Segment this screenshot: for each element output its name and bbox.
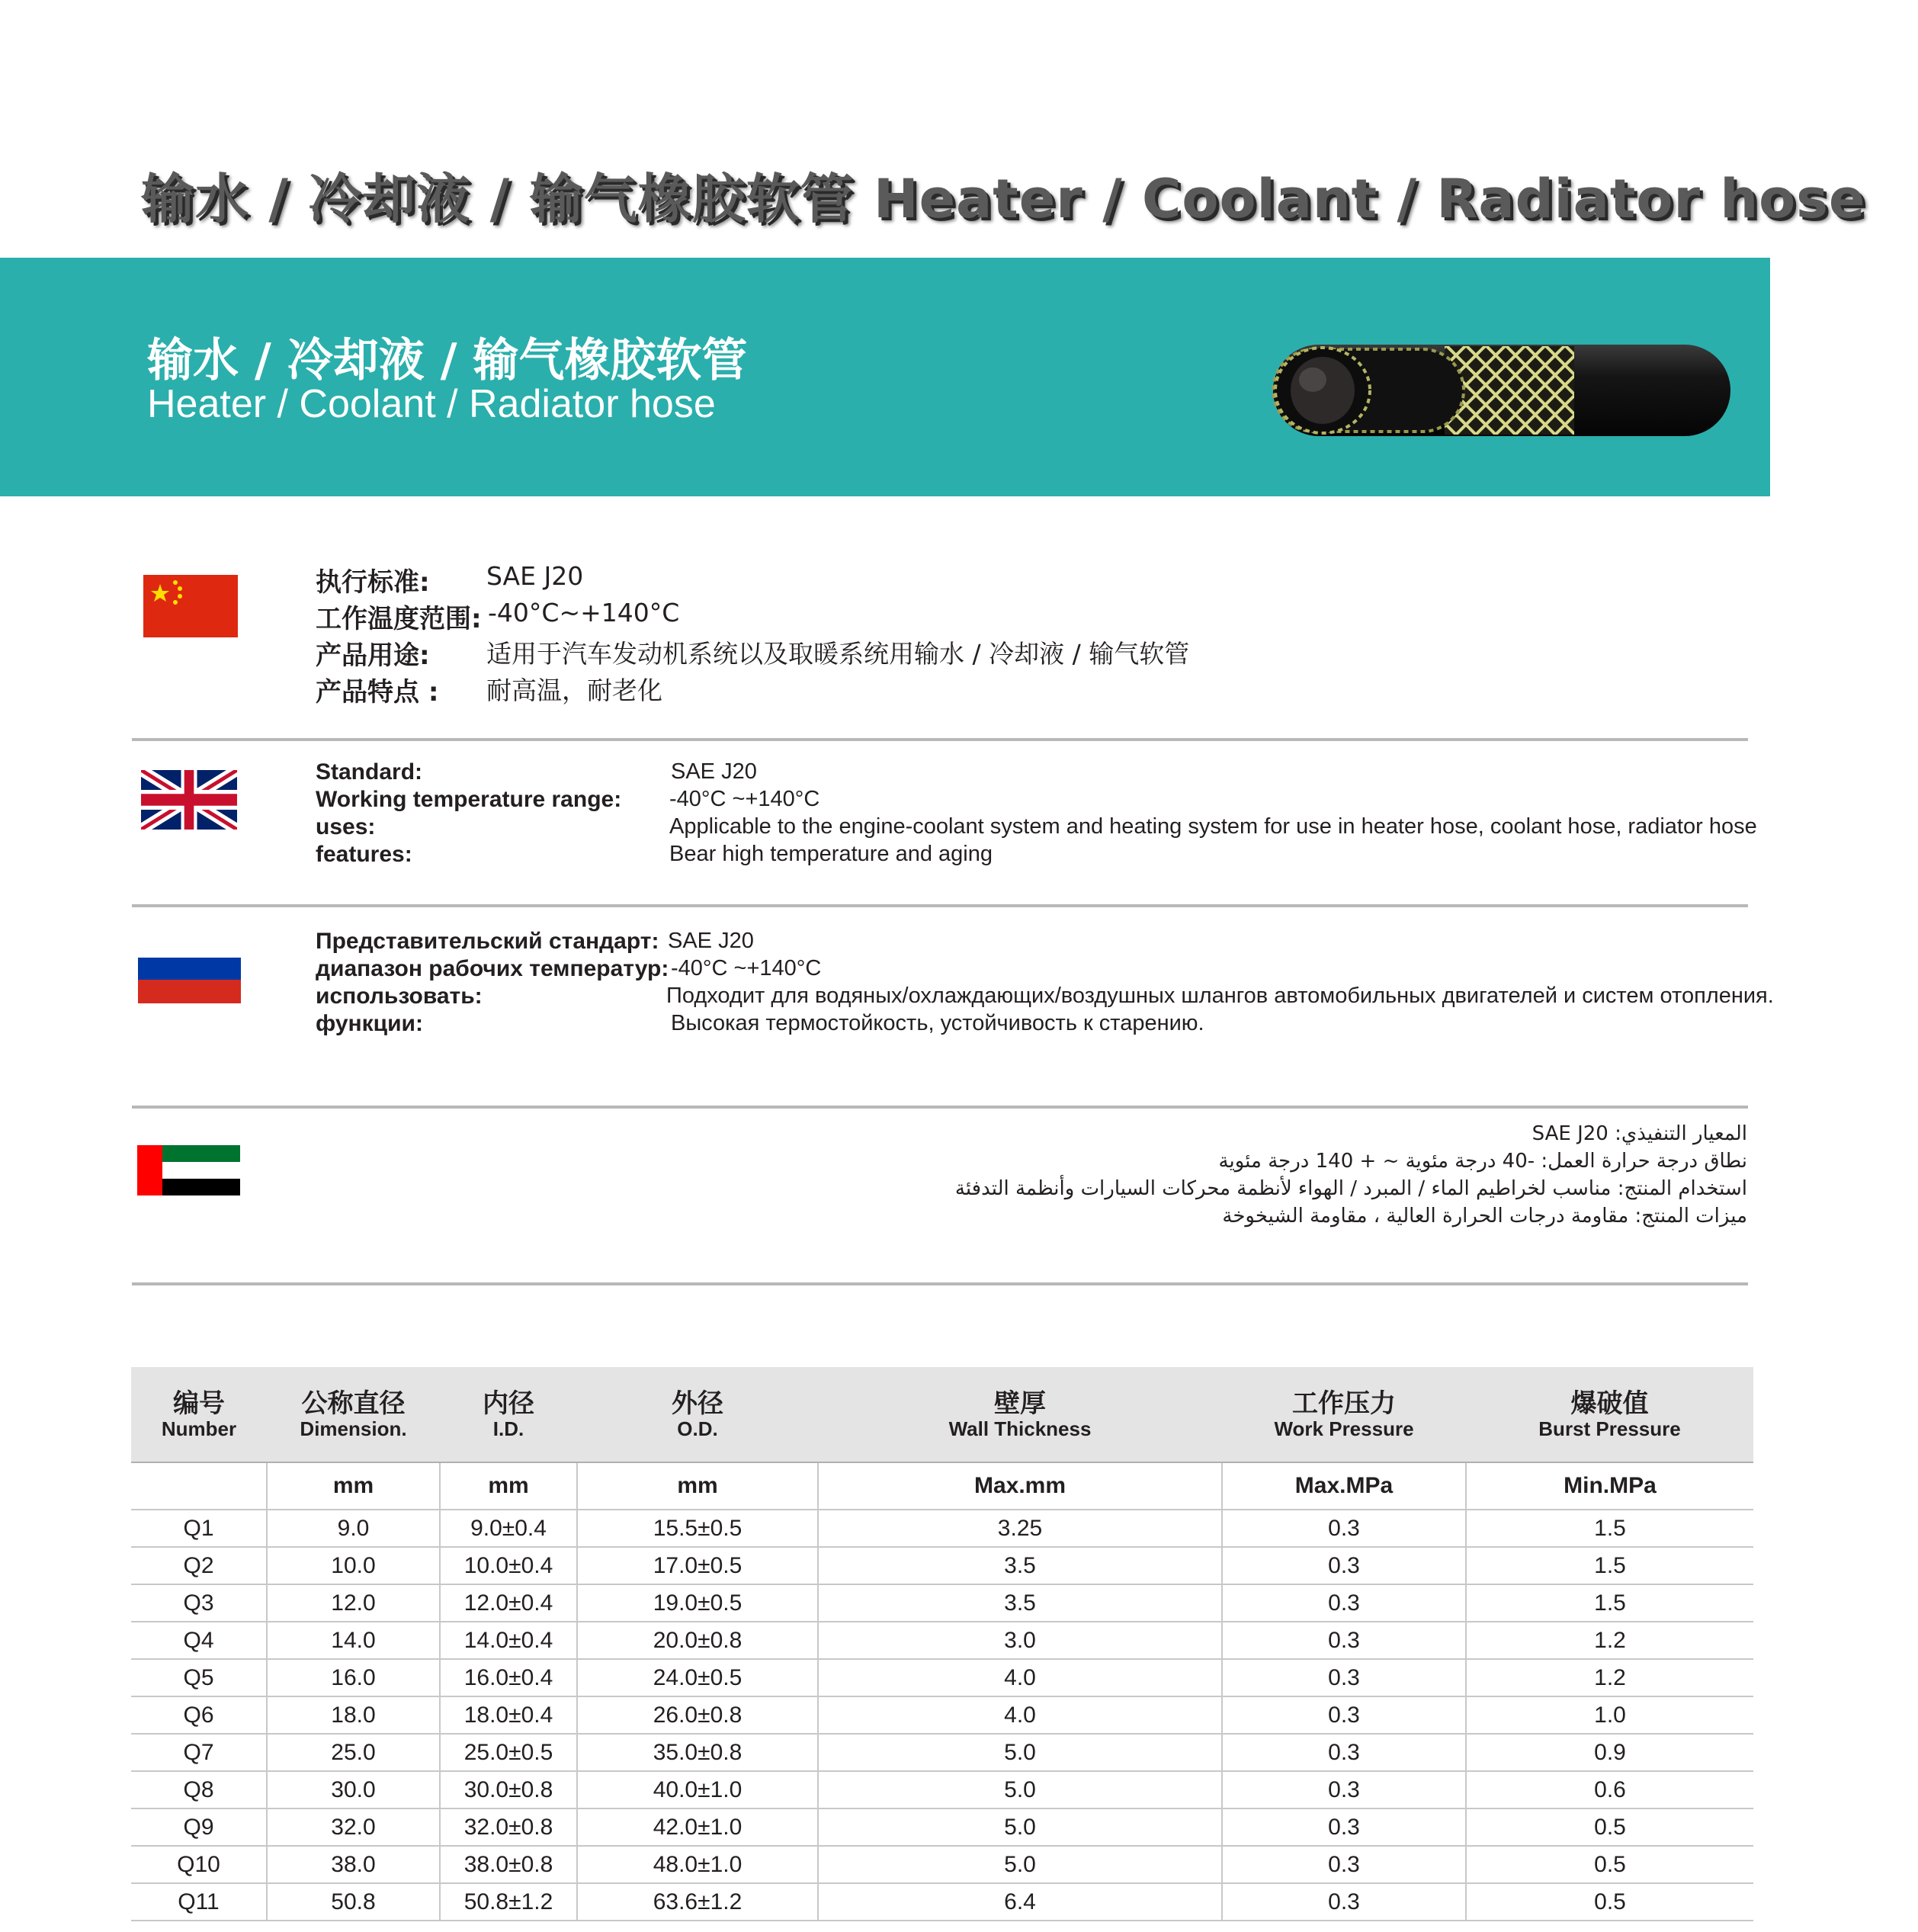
table-cell: 3.25 [818,1510,1222,1547]
column-header-cn: 编号 [173,1388,225,1419]
en-standard-value: SAE J20 [671,759,757,784]
table-cell: 20.0±0.8 [577,1622,818,1659]
table-cell: Q6 [131,1696,267,1734]
table-cell: 25.0 [267,1734,440,1771]
ru-features-label: функции: [316,1011,423,1036]
en-uses-label: uses: [316,814,376,839]
column-header-cn: 外径 [672,1388,723,1419]
table-cell: 1.2 [1466,1659,1753,1696]
table-cell: 16.0 [267,1659,440,1696]
table-cell: Q5 [131,1659,267,1696]
column-header-en: Dimension. [300,1417,407,1440]
table-cell: 30.0 [267,1771,440,1808]
section-divider [132,1282,1748,1285]
table-row [131,1510,1753,1547]
table-cell: Q9 [131,1808,267,1846]
table-row [131,1808,1753,1846]
ar-features-line: ميزات المنتج: مقاومة درجات الحرارة العالية ، مقاومة الشيخوخة [1222,1205,1747,1228]
column-header [1222,1367,1466,1462]
table-cell: 0.3 [1222,1547,1466,1584]
table-cell: 9.0 [267,1510,440,1547]
table-cell: 14.0 [267,1622,440,1659]
cn-standard-value: SAE J20 [486,561,584,591]
table-cell: 35.0±0.8 [577,1734,818,1771]
en-features-label: features: [316,842,412,867]
cn-standard-row [316,561,430,599]
en-temp-label: Working temperature range: [316,787,622,812]
en-uses-value: Applicable to the engine-coolant system and heating system for use in heater hose, coolant hose, radiator hose [669,814,1757,839]
table-cell: 1.0 [1466,1696,1753,1734]
uae-flag-icon [137,1145,240,1195]
table-cell: 0.3 [1222,1510,1466,1547]
cn-features-label: 产品特点 : [316,677,439,708]
column-header-en: Number [161,1417,237,1440]
table-cell: 1.5 [1466,1584,1753,1622]
table-cell: 50.8±1.2 [440,1883,577,1921]
table-cell: 0.9 [1466,1734,1753,1771]
ar-standard-line: المعيار التنفيذي: SAE J20 [1532,1122,1747,1145]
table-header-row [131,1367,1753,1462]
column-header-cn: 公称直径 [301,1388,406,1419]
section-divider [132,738,1748,741]
table-cell: 3.5 [818,1584,1222,1622]
banner-title-cn: 输水 / 冷却液 / 输气橡胶软管 [147,334,748,387]
column-header [1466,1367,1753,1462]
en-features-value: Bear high temperature and aging [669,842,993,866]
table-cell: 63.6±1.2 [577,1883,818,1921]
table-cell: 5.0 [818,1808,1222,1846]
column-header-cn: 内径 [483,1388,534,1419]
table-cell: 1.5 [1466,1547,1753,1584]
table-cell: 25.0±0.5 [440,1734,577,1771]
column-header [440,1367,577,1462]
column-header-en: Work Pressure [1274,1417,1414,1440]
table-cell: 0.6 [1466,1771,1753,1808]
column-header-en: O.D. [677,1417,718,1440]
table-cell: 19.0±0.5 [577,1584,818,1622]
table-cell: 12.0 [267,1584,440,1622]
unit-cell: Min.MPa [1466,1462,1753,1510]
table-cell: 3.5 [818,1547,1222,1584]
ru-standard-value: SAE J20 [668,929,754,953]
ru-standard-label: Представительский стандарт: [316,929,659,954]
ru-temp-label: диапазон рабочих температур: [316,956,669,981]
banner-title-en: Heater / Coolant / Radiator hose [147,382,716,426]
table-cell: 0.3 [1222,1883,1466,1921]
table-cell: 0.5 [1466,1846,1753,1883]
section-divider [132,1106,1748,1109]
column-header [818,1367,1222,1462]
table-cell: 0.3 [1222,1584,1466,1622]
unit-cell: mm [267,1462,440,1510]
table-row [131,1734,1753,1771]
page-title: 输水 / 冷却液 / 输气橡胶软管 Heater / Coolant / Radiator hose [141,168,1866,230]
table-cell: 14.0±0.4 [440,1622,577,1659]
spec-table [131,1367,1753,1921]
uk-flag-icon [141,770,237,830]
ar-uses-line: استخدام المنتج: مناسب لخراطيم الماء / المبرد / الهواء لأنظمة محركات السيارات وأنظمة التدفئة [954,1177,1747,1200]
table-cell: 6.4 [818,1883,1222,1921]
table-cell: 10.0 [267,1547,440,1584]
table-row [131,1696,1753,1734]
cn-standard-label: 执行标准: [316,567,430,598]
russia-flag-icon [138,957,241,1003]
column-header [577,1367,818,1462]
table-cell: 0.5 [1466,1883,1753,1921]
table-cell: 1.2 [1466,1622,1753,1659]
cn-features-value: 耐高温，耐老化 [486,676,662,705]
table-cell: 5.0 [818,1846,1222,1883]
table-cell: 16.0±0.4 [440,1659,577,1696]
table-cell: 1.5 [1466,1510,1753,1547]
table-cell: 5.0 [818,1771,1222,1808]
table-cell: 18.0 [267,1696,440,1734]
table-unit-row [131,1462,1753,1510]
column-header-cn: 爆破值 [1570,1388,1649,1419]
ru-features-value: Высокая термостойкость, устойчивость к старению. [671,1011,1204,1035]
column-header-cn: 工作压力 [1292,1388,1396,1419]
cn-temp-label: 工作温度范围: [316,604,482,634]
table-cell: 4.0 [818,1696,1222,1734]
column-header [131,1367,267,1462]
column-header [267,1367,440,1462]
table-cell: 38.0±0.8 [440,1846,577,1883]
table-row [131,1547,1753,1584]
ru-uses-label: использовать: [316,984,483,1009]
table-cell: Q1 [131,1510,267,1547]
table-cell: 18.0±0.4 [440,1696,577,1734]
table-cell: 50.8 [267,1883,440,1921]
table-row [131,1622,1753,1659]
table-cell: 9.0±0.4 [440,1510,577,1547]
en-temp-value: -40°C ~+140°C [669,787,820,811]
table-cell: Q7 [131,1734,267,1771]
table-cell: 5.0 [818,1734,1222,1771]
table-cell: Q10 [131,1846,267,1883]
table-cell: 42.0±1.0 [577,1808,818,1846]
ar-temp-line: نطاق درجة حرارة العمل: -40 درجة مئوية ~ + 140 درجة مئوية [1218,1150,1747,1173]
column-header-en: I.D. [492,1417,524,1440]
table-cell: Q4 [131,1622,267,1659]
unit-cell: mm [440,1462,577,1510]
unit-cell: mm [577,1462,818,1510]
table-cell: 12.0±0.4 [440,1584,577,1622]
table-cell: 0.3 [1222,1734,1466,1771]
table-cell: Q11 [131,1883,267,1921]
table-cell: 26.0±0.8 [577,1696,818,1734]
table-cell: 38.0 [267,1846,440,1883]
ru-uses-value: Подходит для водяных/охлаждающих/воздушных шлангов автомобильных двигателей и систем отопления. [666,984,1774,1008]
table-cell: 10.0±0.4 [440,1547,577,1584]
table-cell: 17.0±0.5 [577,1547,818,1584]
table-cell: 3.0 [818,1622,1222,1659]
table-row [131,1846,1753,1883]
section-divider [132,904,1748,907]
table-cell: 40.0±1.0 [577,1771,818,1808]
table-cell: 30.0±0.8 [440,1771,577,1808]
china-flag-icon [143,575,238,637]
rubber-hose-icon [1258,335,1738,457]
table-cell: Q2 [131,1547,267,1584]
column-header-en: Burst Pressure [1538,1417,1681,1440]
column-header-en: Wall Thickness [948,1417,1092,1440]
ru-temp-value: -40°C ~+140°C [671,956,822,980]
table-cell: 0.3 [1222,1696,1466,1734]
unit-cell: Max.MPa [1222,1462,1466,1510]
cn-uses-value: 适用于汽车发动机系统以及取暖系统用输水 / 冷却液 / 输气软管 [486,639,1190,669]
table-row [131,1659,1753,1696]
unit-cell [131,1462,267,1510]
table-cell: 0.3 [1222,1622,1466,1659]
table-cell: 0.3 [1222,1808,1466,1846]
table-row [131,1584,1753,1622]
column-header-cn: 壁厚 [994,1388,1046,1419]
table-cell: 0.3 [1222,1771,1466,1808]
cn-uses-label: 产品用途: [316,640,430,671]
en-standard-label: Standard: [316,759,423,785]
table-cell: 0.5 [1466,1808,1753,1846]
table-cell: 15.5±0.5 [577,1510,818,1547]
table-row [131,1883,1753,1921]
table-cell: 4.0 [818,1659,1222,1696]
table-row [131,1771,1753,1808]
table-cell: 24.0±0.5 [577,1659,818,1696]
table-cell: Q3 [131,1584,267,1622]
table-cell: 0.3 [1222,1846,1466,1883]
unit-cell: Max.mm [818,1462,1222,1510]
table-cell: 48.0±1.0 [577,1846,818,1883]
table-cell: 32.0±0.8 [440,1808,577,1846]
table-cell: 32.0 [267,1808,440,1846]
table-cell: 0.3 [1222,1659,1466,1696]
table-cell: Q8 [131,1771,267,1808]
cn-temp-value: -40°C~+140°C [488,598,680,627]
